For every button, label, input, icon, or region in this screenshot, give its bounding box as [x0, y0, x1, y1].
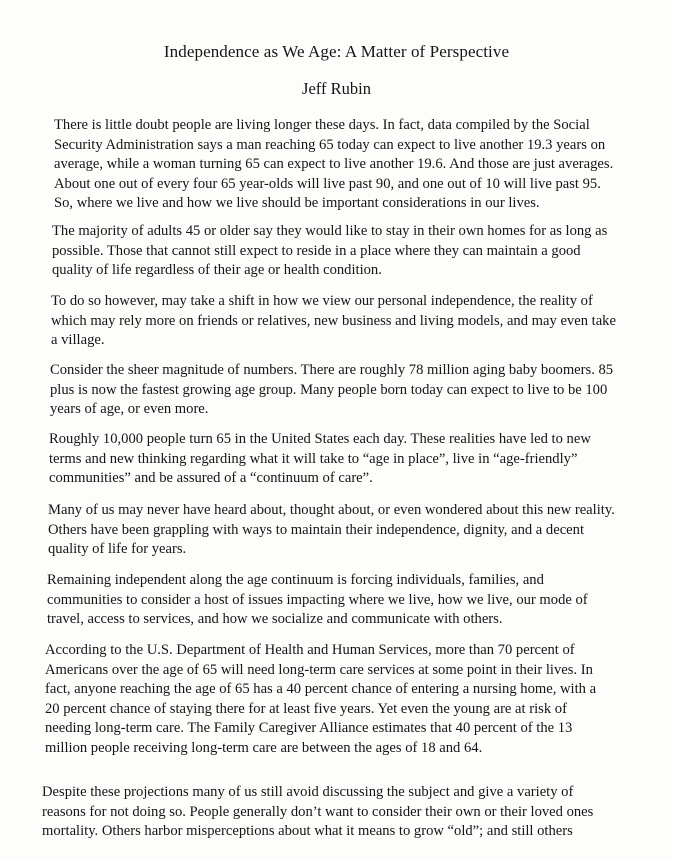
text-line: There is little doubt people are living longer these days. In fact, data compiled by the Social [54, 117, 590, 133]
text-line: So, where we live and how we live should be important considerations in our lives. [54, 195, 540, 211]
text-line: 20 percent chance of staying there for at least five years. Yet even the young are at risk of [45, 700, 567, 717]
paragraph [50, 361, 613, 420]
text-line: plus is now the fastest growing age group. Many people born today can expect to live to be 100 [50, 381, 608, 398]
paragraph [42, 783, 593, 842]
paragraph [45, 641, 596, 758]
text-line: needing long-term care. The Family Caregiver Alliance estimates that 40 percent of the 13 [45, 720, 573, 736]
text-line: terms and new thinking regarding what it will take to “age in place”, live in “age-friendly” [49, 450, 578, 467]
text-line: mortality. Others harbor misperceptions about what it means to grow “old”; and still others [42, 823, 573, 839]
paragraph [48, 501, 615, 560]
text-line: Security Administration says a man reaching 65 today can expect to live another 19.3 years on [54, 136, 606, 153]
paragraph [54, 116, 613, 214]
text-line: possible. Those that cannot still expect to reside in a place where they can maintain a good [52, 242, 581, 259]
text-line: a village. [51, 332, 105, 348]
document-title: Independence as We Age: A Matter of Perspective [163, 42, 510, 61]
text-line: which may rely more on friends or relatives, new business and living models, and may even take [51, 312, 616, 329]
text-line: quality of life regardless of their age or health condition. [52, 262, 382, 278]
paragraph [47, 571, 588, 630]
text-line: Many of us may never have heard about, thought about, or even wondered about this new reality. [48, 502, 615, 518]
text-line: Remaining independent along the age continuum is forcing individuals, families, and [47, 572, 544, 588]
paragraph [49, 430, 591, 489]
text-line: communities to consider a host of issues impacting where we live, how we live, our mode of [47, 591, 588, 608]
text-line: million people receiving long-term care are between the ages of 18 and 64. [45, 739, 483, 756]
text-line: fact, anyone reaching the age of 65 has a 40 percent chance of entering a nursing home, with a [45, 681, 597, 697]
text-line: communities” and be assured of a “continuum of care”. [49, 470, 373, 486]
text-line: Americans over the age of 65 will need long-term care services at some point in their lives. In [45, 661, 593, 678]
text-line: Roughly 10,000 people turn 65 in the United States each day. These realities have led to new [49, 431, 591, 447]
text-line: Despite these projections many of us still avoid discussing the subject and give a variety of [42, 784, 574, 800]
text-line: Others have been grappling with ways to maintain their independence, dignity, and a decent [48, 521, 585, 538]
text-line: reasons for not doing so. People generally don’t want to consider their own or their loved ones [42, 803, 594, 820]
text-line: To do so however, may take a shift in how we view our personal independence, the reality of [51, 293, 593, 309]
paragraph [52, 222, 607, 281]
text-line: Consider the sheer magnitude of numbers. There are roughly 78 million aging baby boomers. 85 [50, 362, 614, 378]
paragraph [51, 292, 616, 351]
text-line: average, while a woman turning 65 can expect to live another 19.6. And those are just averages. [54, 156, 614, 172]
text-line: years of age, or even more. [50, 401, 209, 417]
text-line: The majority of adults 45 or older say they would like to stay in their own homes for as long as [52, 223, 608, 239]
text-line: According to the U.S. Department of Health and Human Services, more than 70 percent of [45, 642, 575, 658]
text-line: quality of life for years. [48, 541, 187, 557]
text-line: travel, access to services, and how we socialize and communicate with others. [47, 611, 503, 627]
text-line: About one out of every four 65 year-olds will live past 90, and one out of 10 will live past 95. [54, 175, 601, 192]
document-author: Jeff Rubin [302, 79, 371, 98]
